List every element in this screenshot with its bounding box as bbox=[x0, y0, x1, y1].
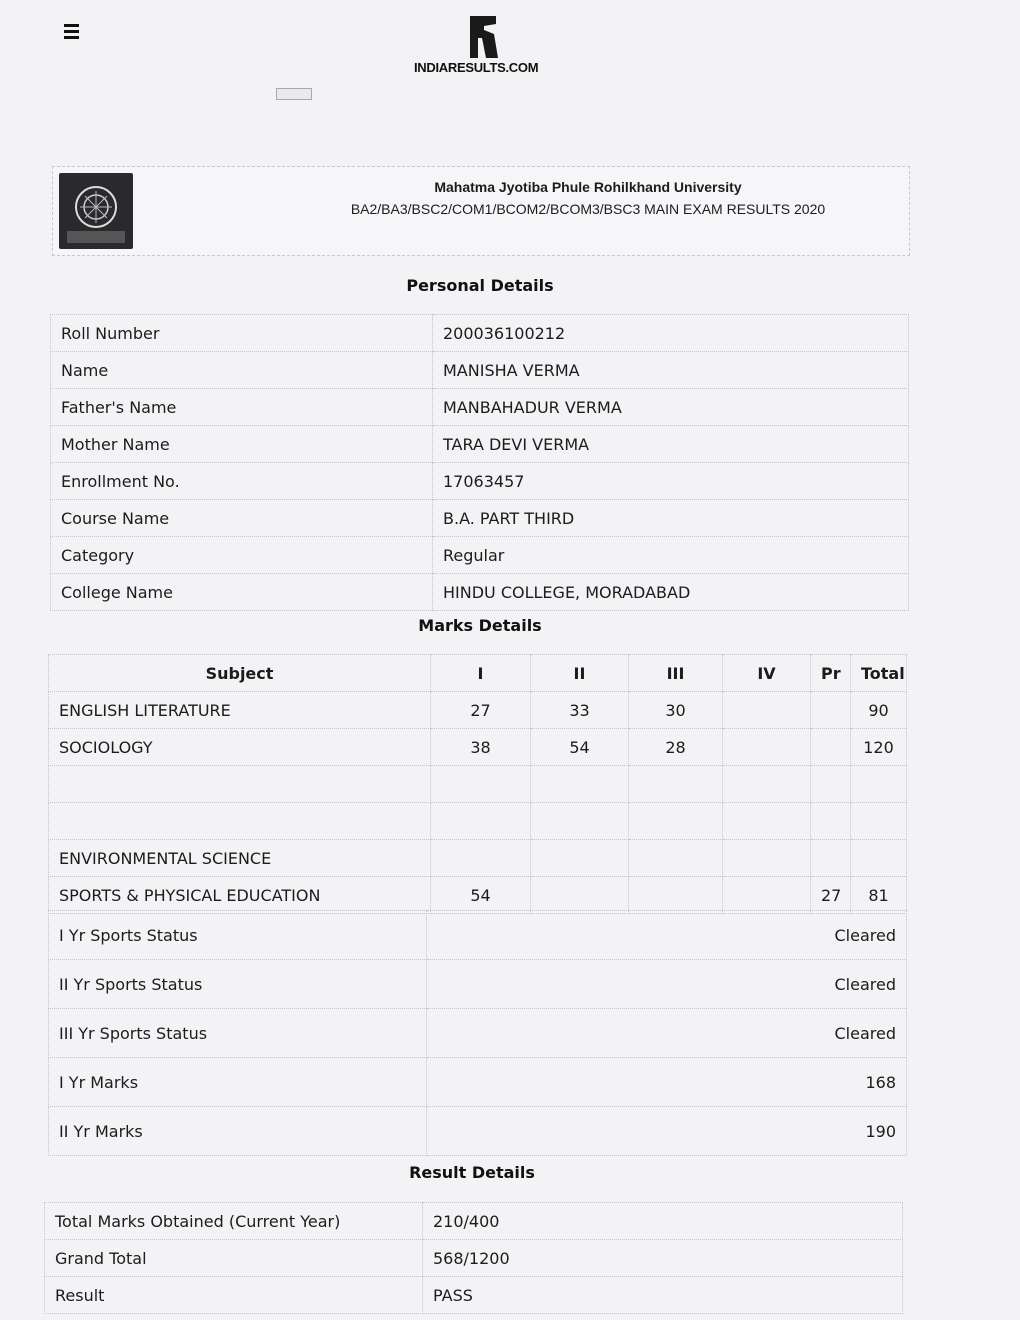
result-value: PASS bbox=[423, 1277, 903, 1314]
empty-cell bbox=[851, 766, 907, 803]
column-header: I bbox=[431, 655, 531, 692]
result-label: Total Marks Obtained (Current Year) bbox=[45, 1203, 423, 1240]
field-value: HINDU COLLEGE, MORADABAD bbox=[433, 574, 909, 611]
mark-cell: 54 bbox=[531, 729, 629, 766]
status-label: I Yr Marks bbox=[49, 1058, 427, 1107]
result-value: 210/400 bbox=[423, 1203, 903, 1240]
column-header: Subject bbox=[49, 655, 431, 692]
empty-cell bbox=[811, 766, 851, 803]
mark-cell bbox=[629, 877, 723, 914]
mark-cell bbox=[431, 840, 531, 877]
result-label: Result bbox=[45, 1277, 423, 1314]
university-header bbox=[52, 166, 910, 256]
status-label: II Yr Sports Status bbox=[49, 960, 427, 1009]
mark-cell: 28 bbox=[629, 729, 723, 766]
mark-cell bbox=[851, 840, 907, 877]
empty-cell bbox=[851, 803, 907, 840]
field-label: Father's Name bbox=[51, 389, 433, 426]
mark-cell bbox=[723, 877, 811, 914]
mark-cell: 81 bbox=[851, 877, 907, 914]
personal-details-title: Personal Details bbox=[406, 276, 554, 295]
mark-cell bbox=[811, 692, 851, 729]
marks-details-title: Marks Details bbox=[418, 616, 542, 635]
subject-name: ENGLISH LITERATURE bbox=[49, 692, 431, 729]
status-label: II Yr Marks bbox=[49, 1107, 427, 1156]
field-label: Course Name bbox=[51, 500, 433, 537]
field-label: Enrollment No. bbox=[51, 463, 433, 500]
empty-cell bbox=[49, 803, 431, 840]
indiaresults-logo-icon bbox=[468, 14, 500, 60]
marks-row bbox=[49, 877, 907, 914]
subject-name: SPORTS & PHYSICAL EDUCATION bbox=[49, 877, 431, 914]
mark-cell: 33 bbox=[531, 692, 629, 729]
result-details-title: Result Details bbox=[409, 1163, 535, 1182]
field-value: 200036100212 bbox=[433, 315, 909, 352]
mark-cell: 54 bbox=[431, 877, 531, 914]
field-label: Roll Number bbox=[51, 315, 433, 352]
field-value: 17063457 bbox=[433, 463, 909, 500]
empty-cell bbox=[723, 766, 811, 803]
university-name: Mahatma Jyotiba Phule Rohilkhand University bbox=[434, 179, 742, 195]
field-value: Regular bbox=[433, 537, 909, 574]
empty-cell bbox=[723, 803, 811, 840]
status-value: 190 bbox=[427, 1107, 907, 1156]
status-row bbox=[49, 960, 907, 1009]
field-value: MANISHA VERMA bbox=[433, 352, 909, 389]
status-table bbox=[48, 910, 907, 1156]
column-header: II bbox=[531, 655, 629, 692]
empty-cell bbox=[49, 766, 431, 803]
empty-cell bbox=[629, 803, 723, 840]
personal-row bbox=[51, 389, 909, 426]
result-value: 568/1200 bbox=[423, 1240, 903, 1277]
field-value: B.A. PART THIRD bbox=[433, 500, 909, 537]
status-label: I Yr Sports Status bbox=[49, 911, 427, 960]
column-header: Total bbox=[851, 655, 907, 692]
mark-cell bbox=[531, 840, 629, 877]
subject-name: ENVIRONMENTAL SCIENCE bbox=[49, 840, 431, 877]
empty-cell bbox=[811, 803, 851, 840]
result-row bbox=[45, 1203, 903, 1240]
column-header: III bbox=[629, 655, 723, 692]
marks-row bbox=[49, 729, 907, 766]
mark-cell bbox=[531, 877, 629, 914]
empty-cell bbox=[531, 766, 629, 803]
result-row bbox=[45, 1240, 903, 1277]
blank-row bbox=[49, 803, 907, 840]
mark-cell: 38 bbox=[431, 729, 531, 766]
mark-cell bbox=[811, 729, 851, 766]
mark-cell bbox=[723, 692, 811, 729]
hamburger-menu-icon[interactable] bbox=[64, 24, 79, 40]
status-value: Cleared bbox=[427, 1009, 907, 1058]
personal-row bbox=[51, 500, 909, 537]
subject-name: SOCIOLOGY bbox=[49, 729, 431, 766]
field-label: Name bbox=[51, 352, 433, 389]
status-row bbox=[49, 1009, 907, 1058]
personal-row bbox=[51, 537, 909, 574]
field-label: College Name bbox=[51, 574, 433, 611]
empty-cell bbox=[431, 766, 531, 803]
field-value: MANBAHADUR VERMA bbox=[433, 389, 909, 426]
marks-details-table bbox=[48, 654, 907, 914]
mark-cell: 27 bbox=[811, 877, 851, 914]
field-value: TARA DEVI VERMA bbox=[433, 426, 909, 463]
personal-row bbox=[51, 426, 909, 463]
personal-details-table bbox=[50, 314, 909, 611]
mark-cell bbox=[811, 840, 851, 877]
mark-cell: 120 bbox=[851, 729, 907, 766]
mark-cell: 27 bbox=[431, 692, 531, 729]
empty-cell bbox=[531, 803, 629, 840]
status-value: Cleared bbox=[427, 911, 907, 960]
personal-row bbox=[51, 315, 909, 352]
mark-cell bbox=[723, 729, 811, 766]
exam-title: BA2/BA3/BSC2/COM1/BCOM2/BCOM3/BSC3 MAIN EXAM RESULTS 2020 bbox=[350, 201, 826, 217]
column-header: IV bbox=[723, 655, 811, 692]
mark-cell bbox=[723, 840, 811, 877]
personal-row bbox=[51, 574, 909, 611]
result-label: Grand Total bbox=[45, 1240, 423, 1277]
status-value: 168 bbox=[427, 1058, 907, 1107]
marks-row bbox=[49, 840, 907, 877]
marks-row bbox=[49, 692, 907, 729]
personal-row bbox=[51, 463, 909, 500]
status-value: Cleared bbox=[427, 960, 907, 1009]
placeholder-box bbox=[276, 88, 312, 100]
status-row bbox=[49, 1058, 907, 1107]
column-header: Pr bbox=[811, 655, 851, 692]
status-label: III Yr Sports Status bbox=[49, 1009, 427, 1058]
empty-cell bbox=[431, 803, 531, 840]
mark-cell: 90 bbox=[851, 692, 907, 729]
site-name[interactable]: INDIARESULTS.COM bbox=[414, 60, 539, 75]
mark-cell: 30 bbox=[629, 692, 723, 729]
field-label: Category bbox=[51, 537, 433, 574]
result-details-table bbox=[44, 1202, 903, 1314]
status-row bbox=[49, 911, 907, 960]
mark-cell bbox=[629, 840, 723, 877]
blank-row bbox=[49, 766, 907, 803]
result-row bbox=[45, 1277, 903, 1314]
empty-cell bbox=[629, 766, 723, 803]
field-label: Mother Name bbox=[51, 426, 433, 463]
personal-row bbox=[51, 352, 909, 389]
status-row bbox=[49, 1107, 907, 1156]
